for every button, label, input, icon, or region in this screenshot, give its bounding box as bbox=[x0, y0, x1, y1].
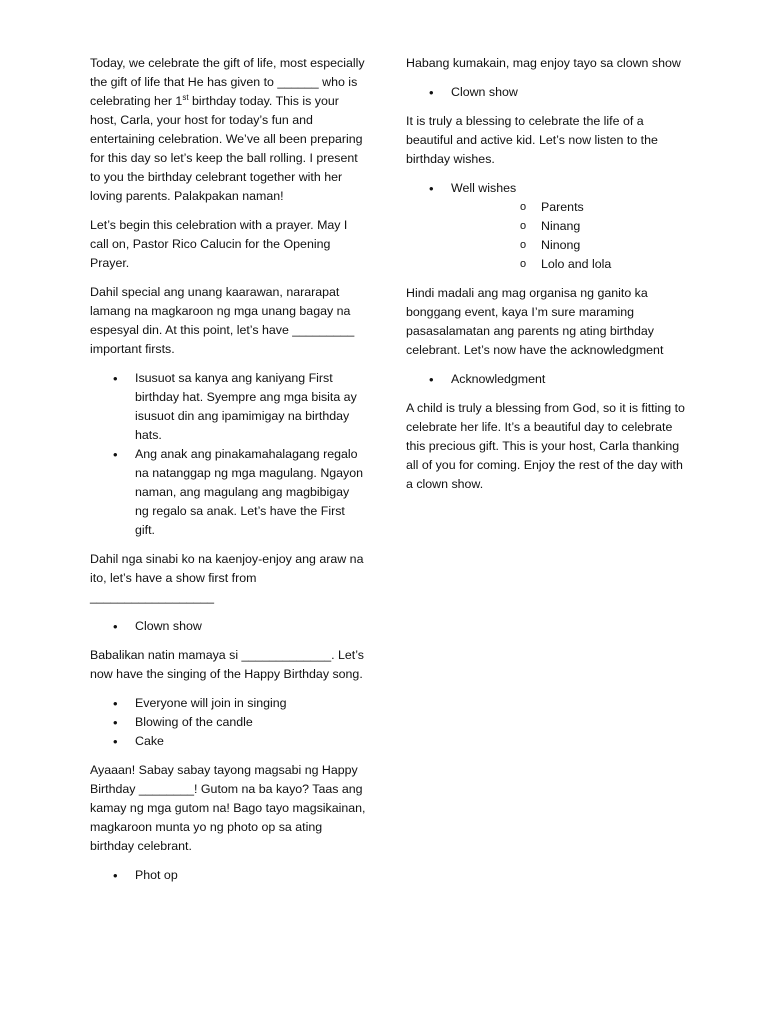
photo-list bbox=[90, 866, 366, 885]
ordinal-suffix: st bbox=[182, 92, 189, 102]
meal-paragraph: Habang kumakain, mag enjoy tayo sa clown show bbox=[406, 56, 681, 70]
intro-text-b: birthday today. This is your host, Carla, your host for today’s fun and entertaining celebration. We’ve all been preparing for this day so let’s keep the ball rolling. I present to you the birthday celebrant together with her loving parents. Palakpakan naman! bbox=[90, 94, 363, 203]
intro-text-a: Today, we celebrate the gift of life, most especially the gift of life that He has given to ______ who is celebrating her 1 bbox=[90, 56, 365, 108]
prayer-paragraph: Let’s begin this celebration with a prayer. May I call on, Pastor Rico Calucin for the Opening Prayer. bbox=[90, 218, 348, 270]
show-paragraph: Dahil nga sinabi ko na kaenjoy-enjoy ang araw na ito, let’s have a show first from __________________ bbox=[90, 552, 364, 604]
wishes-item-label: Well wishes bbox=[451, 181, 517, 195]
list-item: • Acknowledgment bbox=[406, 370, 688, 389]
list-item: • Cake bbox=[90, 732, 366, 751]
singing-paragraph: Babalikan natin mamaya si _____________. Let’s now have the singing of the Happy Birthday song. bbox=[90, 648, 364, 681]
list-item: • Blowing of the candle bbox=[90, 713, 366, 732]
list-item bbox=[406, 179, 688, 274]
sublist-item: o Ninang bbox=[451, 217, 688, 236]
list-item: • Isusuot sa kanya ang kaniyang First birthday hat. Syempre ang mga bisita ay isusuot din ang ipamimigay na birthday hats. bbox=[90, 369, 366, 445]
list-item: • Everyone will join in singing bbox=[90, 694, 366, 713]
list-item: • Ang anak ang pinakamahalagang regalo na natanggap ng mga magulang. Ngayon naman, ang magulang ang magbibigay ng regalo sa anak. Let’s have the First gift. bbox=[90, 445, 366, 540]
singing-list bbox=[90, 694, 366, 751]
wishes-list bbox=[406, 179, 688, 274]
intro-paragraph bbox=[90, 54, 366, 206]
list-item: • Clown show bbox=[406, 83, 688, 102]
sublist-item: o Parents bbox=[451, 198, 688, 217]
sublist-item: o Lolo and lola bbox=[451, 255, 688, 274]
meal-list bbox=[406, 83, 688, 102]
wishes-paragraph: It is truly a blessing to celebrate the life of a beautiful and active kid. Let’s now listen to the birthday wishes. bbox=[406, 114, 658, 166]
sublist-item: o Ninong bbox=[451, 236, 688, 255]
list-item: • Clown show bbox=[90, 617, 366, 636]
photo-paragraph: Ayaaan! Sabay sabay tayong magsabi ng Happy Birthday ________! Gutom na ba kayo? Taas ang kamay ng mga gutom na! Bago tayo magsikainan, magkaroon munta yo ng photo op sa ating birthday celebrant. bbox=[90, 763, 366, 853]
right-column bbox=[406, 54, 688, 504]
left-column bbox=[90, 54, 366, 895]
firsts-paragraph: Dahil special ang unang kaarawan, nararapat lamang na magkaroon ng mga unang bagay na espesyal din. At this point, let’s have _________ important firsts. bbox=[90, 285, 355, 356]
show-list bbox=[90, 617, 366, 636]
list-item: • Phot op bbox=[90, 866, 366, 885]
closing-paragraph: A child is truly a blessing from God, so it is fitting to celebrate her life. It’s a beautiful day to celebrate this precious gift. This is your host, Carla thanking all of you for coming. Enjoy the rest of the day with a clown show. bbox=[406, 401, 685, 491]
acknowledgment-list bbox=[406, 370, 688, 389]
firsts-list bbox=[90, 369, 366, 540]
acknowledgment-paragraph: Hindi madali ang mag organisa ng ganito ka bonggang event, kaya I’m sure maraming pasasalamatan ang parents ng ating birthday celebrant. Let’s now have the acknowledgment bbox=[406, 286, 664, 357]
wishes-sublist bbox=[451, 198, 688, 274]
